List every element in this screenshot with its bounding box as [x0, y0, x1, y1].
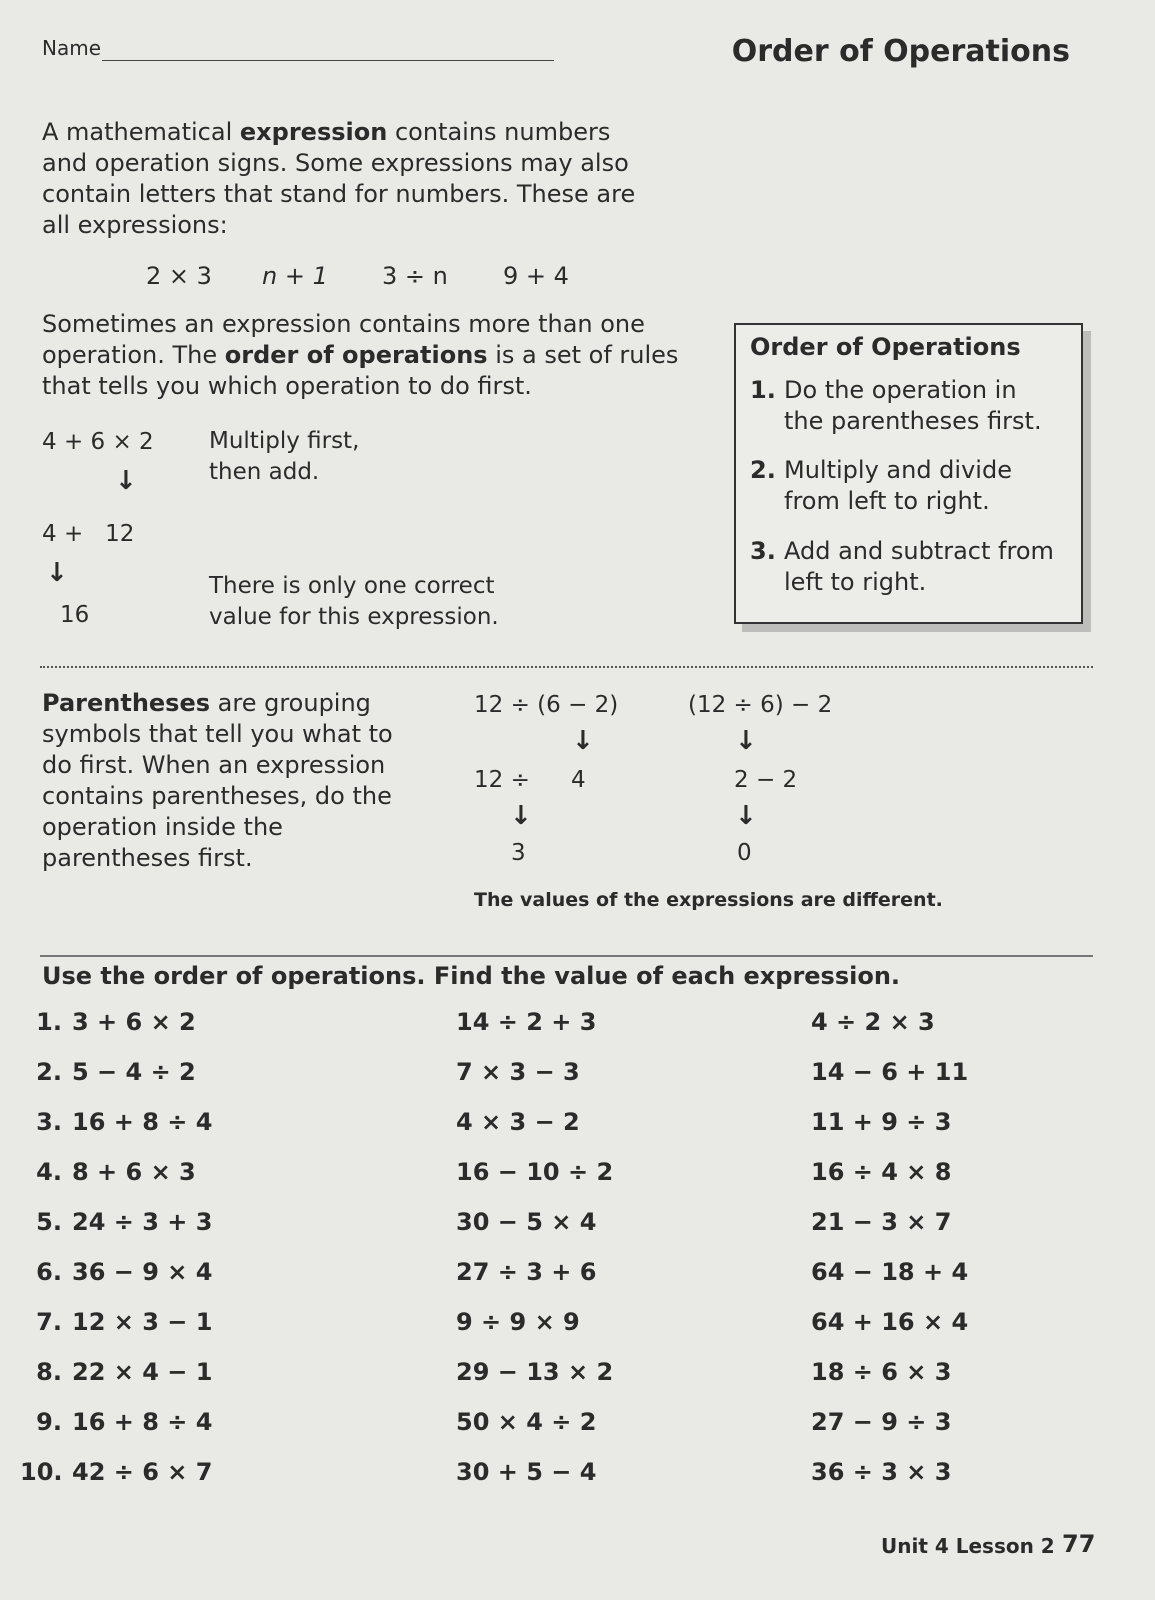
rule-item: [750, 375, 1054, 437]
example-expression: 3 ÷ n: [382, 262, 448, 290]
rule-item: [750, 455, 1054, 517]
parentheses-paragraph: [42, 688, 393, 874]
problem-number: 1.: [36, 1008, 62, 1036]
name-line[interactable]: [102, 60, 554, 61]
intro-text: is a set of rules: [487, 341, 679, 369]
down-arrow-icon: ↓: [735, 801, 757, 831]
intro-text: that tells you which operation to do first.: [42, 372, 532, 400]
problem-b: 30 + 5 − 4: [456, 1458, 597, 1486]
expression: 12 × 3 − 1: [72, 1308, 213, 1336]
intro-text: operation. The: [42, 341, 225, 369]
example-step-1: 4 + 6 × 2: [42, 429, 154, 455]
note-text: There is only one correct: [209, 573, 495, 599]
example-step-2: 4 + 12: [42, 521, 135, 547]
down-arrow-icon: ↓: [46, 558, 68, 588]
problem-b: 4 × 3 − 2: [456, 1108, 580, 1136]
left-result: 3: [511, 840, 526, 866]
problem-a: [20, 1308, 212, 1336]
rule-number: 3.: [750, 537, 776, 565]
right-result: 0: [737, 840, 752, 866]
para-text: do first. When an expression: [42, 751, 386, 779]
expression: 5 − 4 ÷ 2: [72, 1058, 196, 1086]
expression: 42 ÷ 6 × 7: [72, 1458, 213, 1486]
problem-c: 4 ÷ 2 × 3: [811, 1008, 935, 1036]
term-order-of-operations: order of operations: [224, 341, 488, 369]
exercise-row: [20, 1408, 1100, 1458]
problem-b: 14 ÷ 2 + 3: [456, 1008, 597, 1036]
problem-number: 3.: [36, 1108, 62, 1136]
exercise-row: [20, 1008, 1100, 1058]
problem-b: 16 − 10 ÷ 2: [456, 1158, 614, 1186]
problem-number: 6.: [36, 1258, 62, 1286]
down-arrow-icon: ↓: [115, 466, 137, 496]
problem-b: 7 × 3 − 3: [456, 1058, 580, 1086]
problem-c: 21 − 3 × 7: [811, 1208, 952, 1236]
problem-number: 7.: [36, 1308, 62, 1336]
rule-text: Add and subtract from left to right.: [784, 537, 1054, 596]
page-title: Order of Operations: [731, 34, 1070, 69]
problem-c: 64 − 18 + 4: [811, 1258, 969, 1286]
exercise-row: [20, 1158, 1100, 1208]
problem-b: 29 − 13 × 2: [456, 1358, 614, 1386]
exercise-instruction: Use the order of operations. Find the value of each expression.: [42, 962, 901, 990]
example-expression: 9 + 4: [503, 262, 569, 290]
term-parentheses: Parentheses: [42, 689, 211, 717]
problem-a: [20, 1458, 212, 1486]
problem-c: 36 ÷ 3 × 3: [811, 1458, 952, 1486]
right-step: 2 − 2: [734, 767, 798, 793]
box-title: Order of Operations: [750, 333, 1021, 361]
rule-text: Multiply and divide from left to right.: [784, 456, 1012, 515]
problem-a: [20, 1058, 196, 1086]
problem-c: 64 + 16 × 4: [811, 1308, 969, 1336]
note-text: value for this expression.: [209, 604, 499, 630]
name-label: Name: [42, 36, 102, 60]
intro-text: contain letters that stand for numbers. These are: [42, 180, 636, 208]
rule-item: [750, 536, 1054, 598]
exercise-row: [20, 1208, 1100, 1258]
para-text: contains parentheses, do the: [42, 782, 392, 810]
exercise-row: [20, 1108, 1100, 1158]
problem-b: 50 × 4 ÷ 2: [456, 1408, 597, 1436]
section-rule: [40, 955, 1093, 957]
expression: 16 + 8 ÷ 4: [72, 1108, 213, 1136]
note-text: then add.: [209, 459, 320, 485]
rule-text: Do the operation in the parentheses first.: [784, 376, 1042, 435]
problem-a: [20, 1408, 212, 1436]
problem-c: 11 + 9 ÷ 3: [811, 1108, 952, 1136]
note-text: Multiply first,: [209, 428, 360, 454]
problem-a: [20, 1358, 212, 1386]
problem-c: 27 − 9 ÷ 3: [811, 1408, 952, 1436]
section-divider: [40, 666, 1093, 668]
para-text: symbols that tell you what to: [42, 720, 393, 748]
intro-text: Sometimes an expression contains more than one: [42, 310, 645, 338]
para-text: operation inside the: [42, 813, 283, 841]
problem-a: [20, 1108, 212, 1136]
example-step-3: 16: [60, 602, 90, 628]
example-note-1: [209, 426, 359, 488]
right-expression: (12 ÷ 6) − 2: [688, 692, 833, 718]
expression: 22 × 4 − 1: [72, 1358, 213, 1386]
intro-text: contains numbers: [387, 118, 611, 146]
rule-number: 2.: [750, 456, 776, 484]
intro-text: and operation signs. Some expressions may also: [42, 149, 629, 177]
problem-c: 14 − 6 + 11: [811, 1058, 969, 1086]
down-arrow-icon: ↓: [572, 726, 594, 756]
example-expressions: [0, 262, 700, 294]
problem-b: 9 ÷ 9 × 9: [456, 1308, 580, 1336]
expression: 8 + 6 × 3: [72, 1158, 196, 1186]
left-expression: 12 ÷ (6 − 2): [474, 692, 619, 718]
intro-text: all expressions:: [42, 211, 228, 239]
problem-number: 9.: [36, 1408, 62, 1436]
intro-paragraph-2: [42, 309, 678, 402]
exercise-row: [20, 1258, 1100, 1308]
exercise-row: [20, 1308, 1100, 1358]
exercise-row: [20, 1358, 1100, 1408]
left-step: 12 ÷: [474, 767, 530, 793]
problem-c: 16 ÷ 4 × 8: [811, 1158, 952, 1186]
exercise-row: [20, 1458, 1100, 1508]
problem-b: 30 − 5 × 4: [456, 1208, 597, 1236]
problem-a: [20, 1208, 212, 1236]
lesson-label: Unit 4 Lesson 2: [881, 1534, 1055, 1558]
page-number: 77: [1062, 1530, 1096, 1558]
problem-b: 27 ÷ 3 + 6: [456, 1258, 597, 1286]
expression: 16 + 8 ÷ 4: [72, 1408, 213, 1436]
example-expression: 2 × 3: [146, 262, 212, 290]
problem-c: 18 ÷ 6 × 3: [811, 1358, 952, 1386]
problem-number: 2.: [36, 1058, 62, 1086]
problem-a: [20, 1258, 212, 1286]
problem-number: 8.: [36, 1358, 62, 1386]
expression: 36 − 9 × 4: [72, 1258, 213, 1286]
intro-paragraph-1: [42, 117, 635, 241]
problem-number: 10.: [20, 1458, 63, 1486]
down-arrow-icon: ↓: [510, 801, 532, 831]
left-inner-value: 4: [571, 767, 586, 793]
order-of-operations-box: [734, 323, 1083, 624]
exercise-row: [20, 1058, 1100, 1108]
example-note-2: [209, 571, 499, 633]
problem-number: 4.: [36, 1158, 62, 1186]
down-arrow-icon: ↓: [735, 726, 757, 756]
para-text: are grouping: [210, 689, 371, 717]
problem-a: [20, 1158, 196, 1186]
example-expression: n + 1: [262, 262, 328, 290]
para-text: parentheses first.: [42, 844, 253, 872]
problem-a: [20, 1008, 196, 1036]
values-caption: The values of the expressions are different.: [474, 889, 943, 911]
rule-number: 1.: [750, 376, 776, 404]
exercise-list: [20, 1008, 1100, 1508]
term-expression: expression: [239, 118, 388, 146]
intro-text: A mathematical: [42, 118, 240, 146]
expression: 24 ÷ 3 + 3: [72, 1208, 213, 1236]
expression: 3 + 6 × 2: [72, 1008, 196, 1036]
problem-number: 5.: [36, 1208, 62, 1236]
